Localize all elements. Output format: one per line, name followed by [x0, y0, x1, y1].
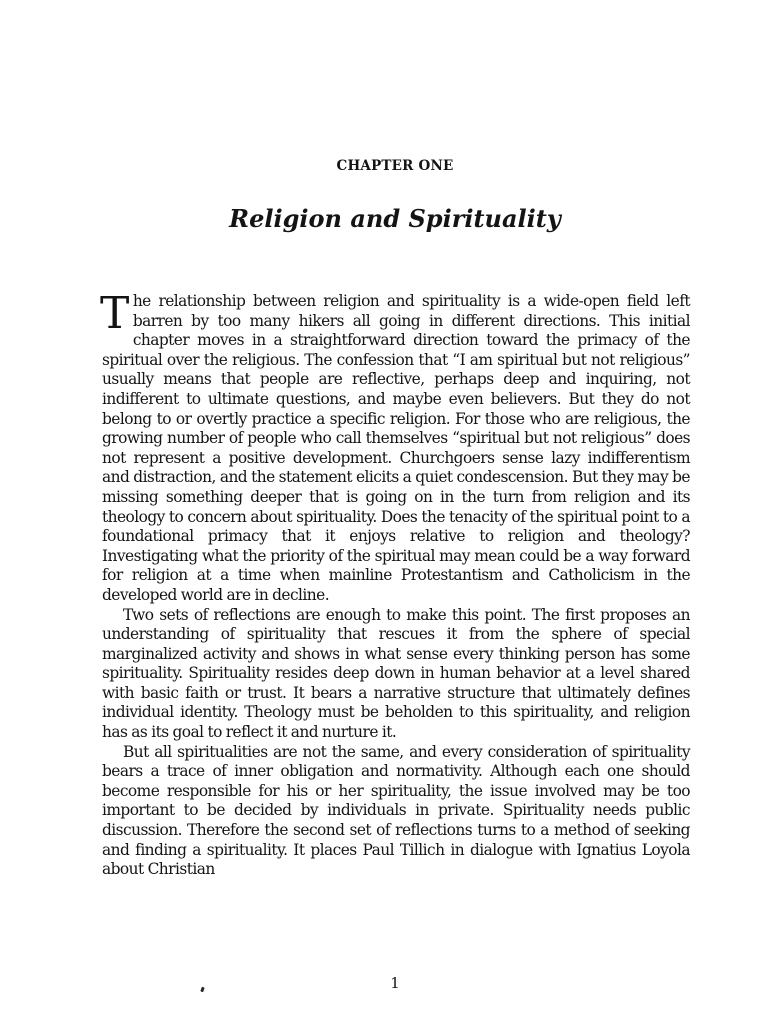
chapter-label: CHAPTER ONE	[336, 158, 454, 174]
chapter-body	[100, 288, 690, 880]
paragraph-2: Two sets of reflections are enough to make this point. The first proposes an understanding of spirituality that rescues it from the sphere of special marginalized activity and shows in what sense every thinking person has some spirituality. Spirituality resides deep down in human behavior at a level shared with basic faith or trust. It bears a narrative structure that ultimately defines individual identity. Theology must be beholden to this spirituality, and religion has as its goal to reflect it and nurture it.	[102, 605, 690, 742]
paragraph-1-text: he relationship between religion and spirituality is a wide-open field left barren by too many hikers all going in different directions. This initial chapter moves in a straightforward direction toward the primacy of the spiritual over the religious. The confession that “I am spiritual but not religious” usually means that people are reflective, perhaps deep and inquiring, not indifferent to ultimate questions, and maybe even believers. But they do not belong to or overtly practice a specific religion. For those who are religious, the growing number of people who call themselves “spiritual but not religious” does not represent a positive development. Churchgoers sense lazy indifferentism and distraction, and the statement elicits a quiet condescension. But they may be missing something deeper that is going on in the turn from religion and its theology to concern about spirituality. Does the tenacity of the spiritual point to a foundational primacy that it enjoys relative to religion and theology? Investigating what the priority of the spiritual may mean could be a way forward for religion at a time when mainline Protestantism and Catholicism in the developed world are in decline.	[102, 292, 690, 604]
chapter-title: Religion and Spirituality	[229, 204, 561, 233]
page-number: 1	[390, 974, 400, 992]
drop-cap: T	[100, 288, 129, 339]
paragraph-3: But all spiritualities are not the same, and every consideration of spirituality bears a trace of inner obligation and normativity. Although each one should become responsible for his or her spirituality, the issue involved may be too important to be decided by individuals in private. Spirituality needs public discussion. Therefore the second set of reflections turns to a method of seeking and finding a spirituality. It places Paul Tillich in dialogue with Ignatius Loyola about Christian	[102, 742, 690, 879]
paragraph-1	[100, 288, 690, 606]
